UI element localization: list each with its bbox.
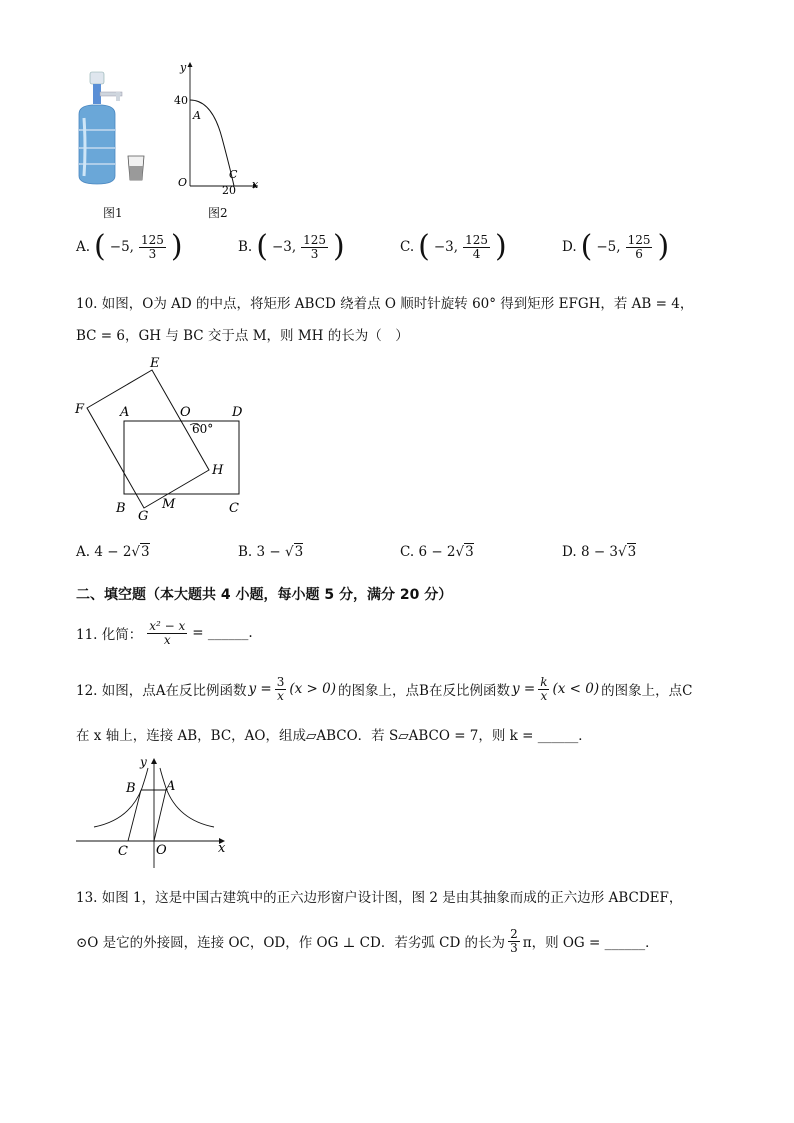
q10-c-label: C [229, 501, 239, 516]
q10-e-label: E [150, 356, 160, 371]
q10-b-label: B [116, 501, 126, 516]
q10-option-a-radicand: 3 [141, 544, 150, 560]
q12-f1-cond: (x > 0) [289, 681, 337, 698]
paren-open: ( [580, 229, 593, 264]
section-heading: 二、填空题（本大题共 4 小题，每小题 5 分，满分 20 分） [76, 587, 453, 603]
q10-option-a[interactable] [76, 544, 150, 560]
paren-close: ) [333, 229, 345, 264]
q13-arc-frac [508, 928, 520, 954]
q11-fraction [147, 620, 187, 646]
q10-f-label: F [75, 402, 85, 417]
fig2-a-label: A [193, 109, 201, 122]
q13-line2 [76, 928, 659, 954]
num: 125 [627, 232, 651, 247]
q10-option-b-radicand: 3 [294, 544, 304, 560]
q12-f2-cond: (x < 0) [552, 681, 600, 698]
q9-option-c-frac [463, 234, 490, 260]
q10-option-d-letter: D. [562, 544, 577, 560]
q13-text-a: ⊙O 是它的外接圆，连接 OC，OD，作 OG ⊥ CD．若劣弧 CD 的长为 [76, 935, 506, 952]
den: 3 [310, 246, 319, 261]
q12-o-label: O [156, 843, 167, 858]
q9-fig1 [70, 68, 154, 188]
q10-g-label: G [138, 509, 149, 524]
paren-close: ) [170, 229, 183, 264]
fig2-caption: 图2 [208, 206, 228, 220]
q9-fig2-graph [170, 58, 265, 198]
fig2-x-label: x [252, 178, 259, 191]
q9-option-b-coord: −3, [271, 239, 297, 255]
q12-y-label: y [140, 755, 147, 769]
q12-figure [72, 752, 242, 872]
paren-close: ) [494, 229, 507, 264]
water-dispenser-illustration [70, 68, 154, 188]
q9-option-d-coord: −5, [596, 239, 621, 255]
num: 2 [510, 927, 518, 941]
q10-rect-rotation-figure [72, 355, 262, 525]
q10-d-label: D [232, 405, 243, 420]
sqrt-sign: √ [285, 544, 294, 560]
q11-answer-blank[interactable]: = ______. [192, 625, 253, 642]
paren-open: ( [418, 229, 430, 264]
den: x [277, 688, 284, 703]
sqrt-sign: √ [455, 544, 465, 560]
num: k [540, 675, 548, 689]
q10-option-c-expr: 6 − 2 [418, 544, 456, 560]
q12-b-label: B [126, 781, 136, 796]
q10-option-b-letter: B. [238, 544, 253, 560]
q9-option-a-frac [139, 234, 166, 260]
q10-a-label: A [120, 405, 130, 420]
q9-option-a-coord: −5, [109, 239, 134, 255]
q10-option-a-letter: A. [76, 544, 91, 560]
fig2-20-label: 20 [222, 184, 236, 197]
q11-den: x [163, 632, 171, 647]
q10-option-c-letter: C. [400, 544, 415, 560]
den: 4 [472, 246, 481, 261]
q9-option-d[interactable] [562, 229, 670, 264]
q12-f2-frac [538, 676, 549, 702]
q9-option-a[interactable] [76, 229, 183, 264]
q12-text-c: 的图象上，点C [601, 683, 693, 700]
q12-f1-lhs: y = [248, 681, 272, 698]
fig1-caption: 图1 [103, 206, 123, 220]
q10-m-label: M [162, 497, 176, 512]
den: 6 [635, 246, 643, 261]
paren-close: ) [657, 229, 670, 264]
sqrt-sign: √ [131, 544, 141, 560]
num: 125 [465, 232, 488, 247]
q12-line2: 在 x 轴上，连接 AB，BC，AO，组成▱ABCO．若 S▱ABCO = 7，则 k = ______． [76, 728, 592, 744]
q12-text-a: 12. 如图，点A在反比例函数 [76, 683, 247, 700]
num: 3 [276, 675, 285, 689]
q12-hyperbola-figure [72, 752, 242, 872]
q10-angle-label: 60° [192, 422, 214, 436]
den: x [540, 688, 548, 703]
q10-option-d-expr: 8 − 3 [580, 544, 619, 560]
q10-option-c-radicand: 3 [465, 544, 474, 560]
q12-x-label: x [218, 841, 226, 856]
q12-c-label: C [118, 844, 128, 859]
fig2-40-label: 40 [174, 94, 188, 107]
q9-option-a-letter: A. [76, 239, 91, 255]
q13-line1: 13. 如图 1，这是中国古建筑中的正六边形窗户设计图，图 2 是由其抽象而成的正六边形 ABCDEF， [76, 890, 683, 906]
q9-option-c[interactable] [400, 229, 507, 264]
q10-line1: 10. 如图，O为 AD 的中点，将矩形 ABCD 绕着点 O 顺时针旋转 60° 得到矩形 EFGH，若 AB = 4， [76, 296, 694, 312]
q9-fig2 [170, 58, 265, 198]
fig2-c-label: C [229, 168, 238, 181]
q9-option-c-coord: −3, [433, 239, 459, 255]
q10-option-a-expr: 4 − 2 [94, 544, 132, 560]
sqrt-sign: √ [618, 544, 627, 560]
q11 [76, 620, 253, 646]
paren-open: ( [94, 229, 106, 264]
q10-option-d[interactable] [562, 544, 636, 560]
q9-option-d-frac [626, 234, 653, 260]
den: 3 [510, 940, 518, 955]
q10-line2: BC = 6，GH 与 BC 交于点 M，则 MH 的长为（ ） [76, 328, 409, 344]
fig2-o-label: O [178, 176, 188, 189]
q9-option-b-frac [301, 234, 328, 260]
q9-option-c-letter: C. [400, 239, 415, 255]
q13-text-b: π，则 OG = ______． [522, 935, 659, 952]
q10-figure [72, 355, 262, 525]
q10-option-b-expr: 3 − [256, 544, 285, 560]
q12-a-label: A [166, 779, 176, 794]
q12-f2-lhs: y = [511, 681, 536, 698]
num: 125 [140, 232, 164, 247]
q10-option-d-radicand: 3 [627, 544, 637, 560]
q10-option-b[interactable] [238, 544, 303, 560]
q12-f1-frac [275, 676, 287, 702]
q12-text-b: 的图象上，点B在反比例函数 [338, 683, 510, 700]
paren-open: ( [256, 229, 268, 264]
fig2-y-label: y [180, 61, 187, 74]
q9-option-b[interactable] [238, 229, 345, 264]
q10-option-c[interactable] [400, 544, 474, 560]
q9-option-b-letter: B. [238, 239, 253, 255]
q10-o-label: O [180, 405, 191, 420]
q12-line1 [76, 676, 692, 702]
q11-prefix: 11. 化简： [76, 627, 143, 644]
q9-option-d-letter: D. [562, 239, 577, 255]
den: 3 [148, 246, 157, 261]
q11-num: x² − x [149, 619, 186, 633]
q10-h-label: H [212, 463, 224, 478]
num: 125 [303, 232, 327, 247]
